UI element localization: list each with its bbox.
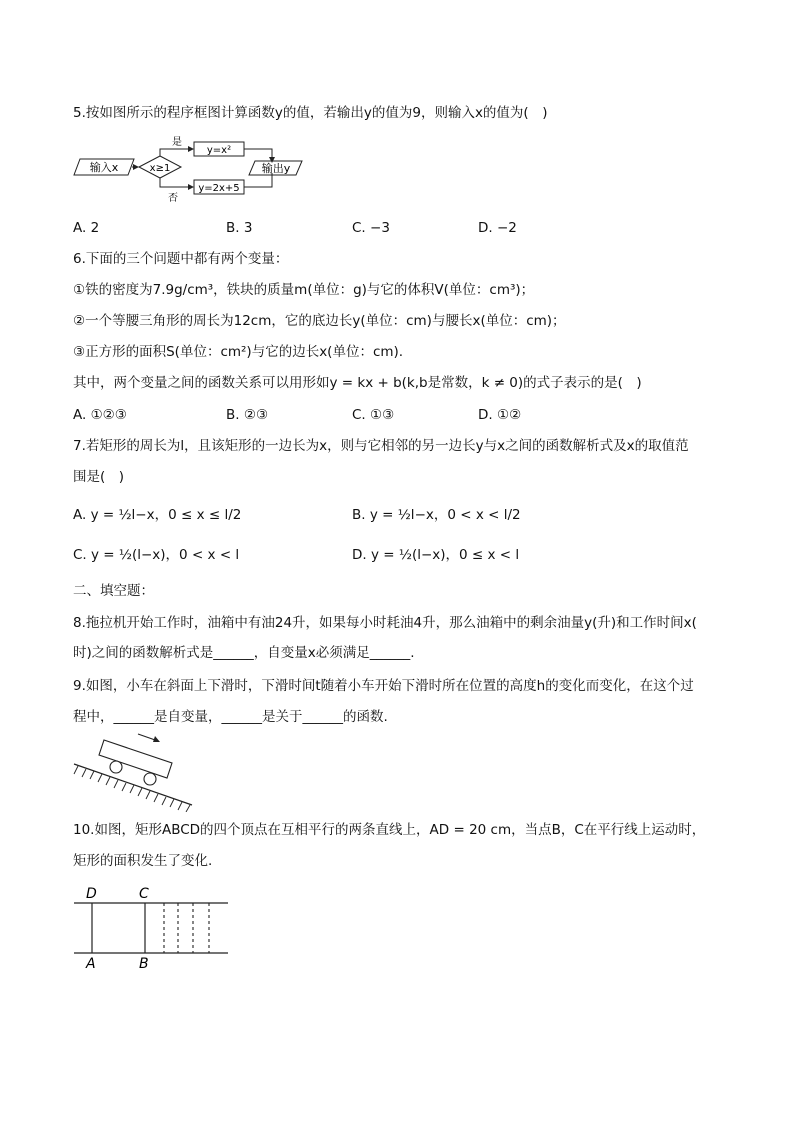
q6-item-2: ②一个等腰三角形的周长为12cm，它的底边长y(单位：cm)与腰长x(单位：cm)； bbox=[73, 313, 566, 329]
flow-no-label: 否 bbox=[168, 193, 178, 204]
cart-wheel-front bbox=[144, 773, 156, 785]
flow-input-text: 输入x bbox=[89, 161, 119, 174]
q9-line2: 程中，______是自变量，______是关于______的函数. bbox=[73, 709, 388, 725]
q7-option-c: C. y = ½(l−x)，0 < x < l bbox=[73, 547, 240, 563]
q5-option-b: B. 3 bbox=[226, 220, 253, 236]
label-b: B bbox=[139, 956, 149, 970]
flow-box-bottom-text: y=2x+5 bbox=[198, 183, 240, 194]
q5-option-c: C. −3 bbox=[352, 220, 390, 236]
q7-option-b: B. y = ½l−x，0 < x < l/2 bbox=[352, 507, 521, 523]
q10-line1: 10.如图，矩形ABCD的四个顶点在互相平行的两条直线上，AD = 20 cm，当点B，C在平行线上运动时， bbox=[73, 822, 706, 838]
q6-item-1: ①铁的密度为7.9g/cm³，铁块的质量m(单位：g)与它的体积V(单位：cm³)； bbox=[73, 282, 535, 298]
q10-line2: 矩形的面积发生了变化. bbox=[73, 853, 213, 869]
q7-option-a: A. y = ½l−x，0 ≤ x ≤ l/2 bbox=[73, 507, 242, 523]
label-a: A bbox=[86, 956, 96, 970]
q6-option-a: A. ①②③ bbox=[73, 407, 127, 423]
q10-rectangle-figure bbox=[72, 882, 232, 970]
label-c: C bbox=[139, 886, 149, 902]
arrow-icon bbox=[153, 736, 160, 742]
q6-item-3: ③正方形的面积S(单位：cm²)与它的边长x(单位：cm). bbox=[73, 344, 404, 360]
q6-option-b: B. ②③ bbox=[226, 407, 269, 423]
q6-stem: 6.下面的三个问题中都有两个变量： bbox=[73, 251, 289, 267]
cart-body bbox=[99, 740, 172, 778]
q6-question: 其中，两个变量之间的函数关系可以用形如y = kx + b(k,b是常数，k ≠ 0)的式子表示的是( ) bbox=[73, 375, 642, 391]
q9-line1: 9.如图，小车在斜面上下滑时，下滑时间t随着小车开始下滑时所在位置的高度h的变化而变化，在这个过 bbox=[73, 678, 694, 694]
q9-cart-slope-figure bbox=[72, 730, 197, 812]
q7-stem-line2: 围是( ) bbox=[73, 469, 125, 485]
q5-option-a: A. 2 bbox=[73, 220, 100, 236]
flow-cond-text: x≥1 bbox=[149, 163, 171, 174]
q6-option-d: D. ①② bbox=[478, 407, 522, 423]
q5-stem: 5.按如图所示的程序框图计算函数y的值，若输出y的值为9，则输入x的值为( ) bbox=[73, 105, 548, 121]
flow-box-top-text: y=x² bbox=[206, 145, 232, 156]
q8-line2: 时)之间的函数解析式是______，自变量x必须满足______. bbox=[73, 645, 415, 661]
q8-line1: 8.拖拉机开始工作时，油箱中有油24升，如果每小时耗油4升，那么油箱中的剩余油量y(升)和工作时间x( bbox=[73, 615, 697, 631]
q7-option-d: D. y = ½(l−x)，0 ≤ x < l bbox=[352, 547, 520, 563]
q5-flowchart bbox=[72, 131, 312, 207]
flow-yes-label: 是 bbox=[172, 137, 182, 148]
q7-stem-line1: 7.若矩形的周长为l，且该矩形的一边长为x，则与它相邻的另一边长y与x之间的函数解析式及x的取值范 bbox=[73, 438, 689, 454]
label-d: D bbox=[86, 886, 97, 902]
section-heading-fill-blank: 二、填空题： bbox=[73, 583, 154, 599]
cart-wheel-rear bbox=[110, 761, 122, 773]
q5-option-d: D. −2 bbox=[478, 220, 517, 236]
q6-option-c: C. ①③ bbox=[352, 407, 395, 423]
flow-output-text: 输出y bbox=[261, 162, 291, 175]
